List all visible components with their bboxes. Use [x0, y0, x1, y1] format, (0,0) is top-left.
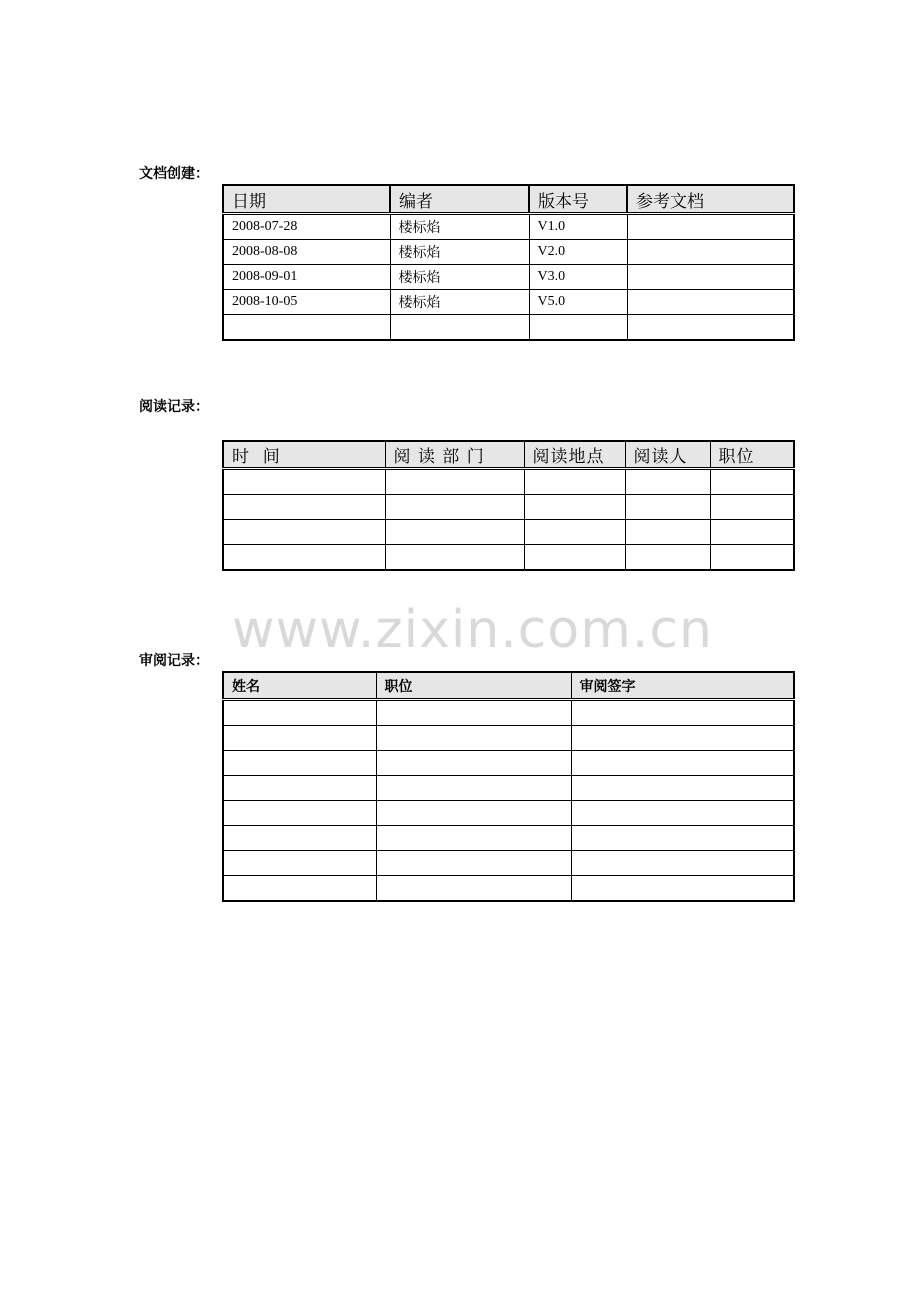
table-cell	[710, 520, 794, 545]
table-row	[223, 726, 794, 751]
review-header-row	[223, 672, 794, 700]
table-cell	[376, 851, 571, 876]
table-cell	[571, 851, 794, 876]
table-cell	[376, 700, 571, 726]
header-position: 职位	[376, 672, 571, 700]
header-reference-doc: 参考文档	[627, 185, 794, 214]
table-row	[223, 851, 794, 876]
creation-table	[222, 184, 795, 341]
table-cell	[376, 776, 571, 801]
table-cell	[223, 876, 376, 902]
header-reading-dept: 阅 读 部 门	[385, 441, 524, 469]
cell-editor: 楼标焰	[390, 214, 529, 240]
review-section-label: 审阅记录：	[139, 653, 209, 669]
table-cell	[710, 469, 794, 495]
header-version: 版本号	[529, 185, 627, 214]
cell-version: V2.0	[529, 240, 627, 265]
table-cell	[571, 826, 794, 851]
table-cell	[571, 751, 794, 776]
cell-reference-doc	[627, 315, 794, 341]
table-cell	[571, 801, 794, 826]
cell-editor: 楼标焰	[390, 290, 529, 315]
cell-editor: 楼标焰	[390, 265, 529, 290]
table-cell	[223, 826, 376, 851]
creation-section-label: 文档创建：	[139, 166, 209, 182]
table-row	[223, 265, 794, 290]
cell-date: 2008-08-08	[223, 240, 390, 265]
cell-version: V5.0	[529, 290, 627, 315]
table-row	[223, 469, 794, 495]
cell-version	[529, 315, 627, 341]
header-reading-location: 阅读地点	[524, 441, 625, 469]
table-cell	[710, 495, 794, 520]
table-cell	[710, 545, 794, 571]
table-row	[223, 545, 794, 571]
reading-section-label: 阅读记录：	[139, 399, 209, 415]
table-cell	[223, 545, 385, 571]
table-cell	[376, 876, 571, 902]
table-cell	[571, 876, 794, 902]
cell-reference-doc	[627, 265, 794, 290]
table-row	[223, 700, 794, 726]
header-position: 职位	[710, 441, 794, 469]
table-cell	[625, 469, 710, 495]
table-cell	[385, 469, 524, 495]
cell-editor	[390, 315, 529, 341]
table-row	[223, 826, 794, 851]
table-cell	[223, 495, 385, 520]
header-reader: 阅读人	[625, 441, 710, 469]
table-cell	[571, 700, 794, 726]
header-review-signature: 审阅签字	[571, 672, 794, 700]
table-cell	[625, 495, 710, 520]
cell-date: 2008-09-01	[223, 265, 390, 290]
cell-date: 2008-07-28	[223, 214, 390, 240]
table-row	[223, 315, 794, 341]
table-row	[223, 495, 794, 520]
cell-editor: 楼标焰	[390, 240, 529, 265]
table-cell	[524, 520, 625, 545]
table-row	[223, 214, 794, 240]
table-row	[223, 520, 794, 545]
table-cell	[376, 826, 571, 851]
review-table	[222, 671, 795, 902]
table-cell	[223, 851, 376, 876]
table-row	[223, 876, 794, 902]
table-cell	[524, 545, 625, 571]
table-cell	[223, 801, 376, 826]
table-cell	[571, 776, 794, 801]
cell-version: V3.0	[529, 265, 627, 290]
cell-version: V1.0	[529, 214, 627, 240]
table-row	[223, 801, 794, 826]
table-cell	[223, 776, 376, 801]
table-cell	[385, 520, 524, 545]
cell-reference-doc	[627, 290, 794, 315]
table-row	[223, 751, 794, 776]
creation-header-row	[223, 185, 794, 214]
cell-date: 2008-10-05	[223, 290, 390, 315]
table-row	[223, 290, 794, 315]
table-cell	[376, 801, 571, 826]
table-cell	[223, 469, 385, 495]
table-row	[223, 240, 794, 265]
table-cell	[625, 520, 710, 545]
cell-reference-doc	[627, 240, 794, 265]
table-cell	[376, 726, 571, 751]
header-time: 时 间	[223, 441, 385, 469]
table-cell	[385, 495, 524, 520]
table-cell	[524, 469, 625, 495]
table-cell	[524, 495, 625, 520]
header-name: 姓名	[223, 672, 376, 700]
table-row	[223, 776, 794, 801]
cell-date	[223, 315, 390, 341]
header-editor: 编者	[390, 185, 529, 214]
table-cell	[223, 726, 376, 751]
table-cell	[223, 520, 385, 545]
header-date: 日期	[223, 185, 390, 214]
reading-table	[222, 440, 795, 571]
table-cell	[385, 545, 524, 571]
reading-header-row	[223, 441, 794, 469]
table-cell	[223, 700, 376, 726]
table-cell	[625, 545, 710, 571]
cell-reference-doc	[627, 214, 794, 240]
table-cell	[571, 726, 794, 751]
table-cell	[223, 751, 376, 776]
watermark: www.zixin.com.cn	[232, 600, 713, 660]
table-cell	[376, 751, 571, 776]
